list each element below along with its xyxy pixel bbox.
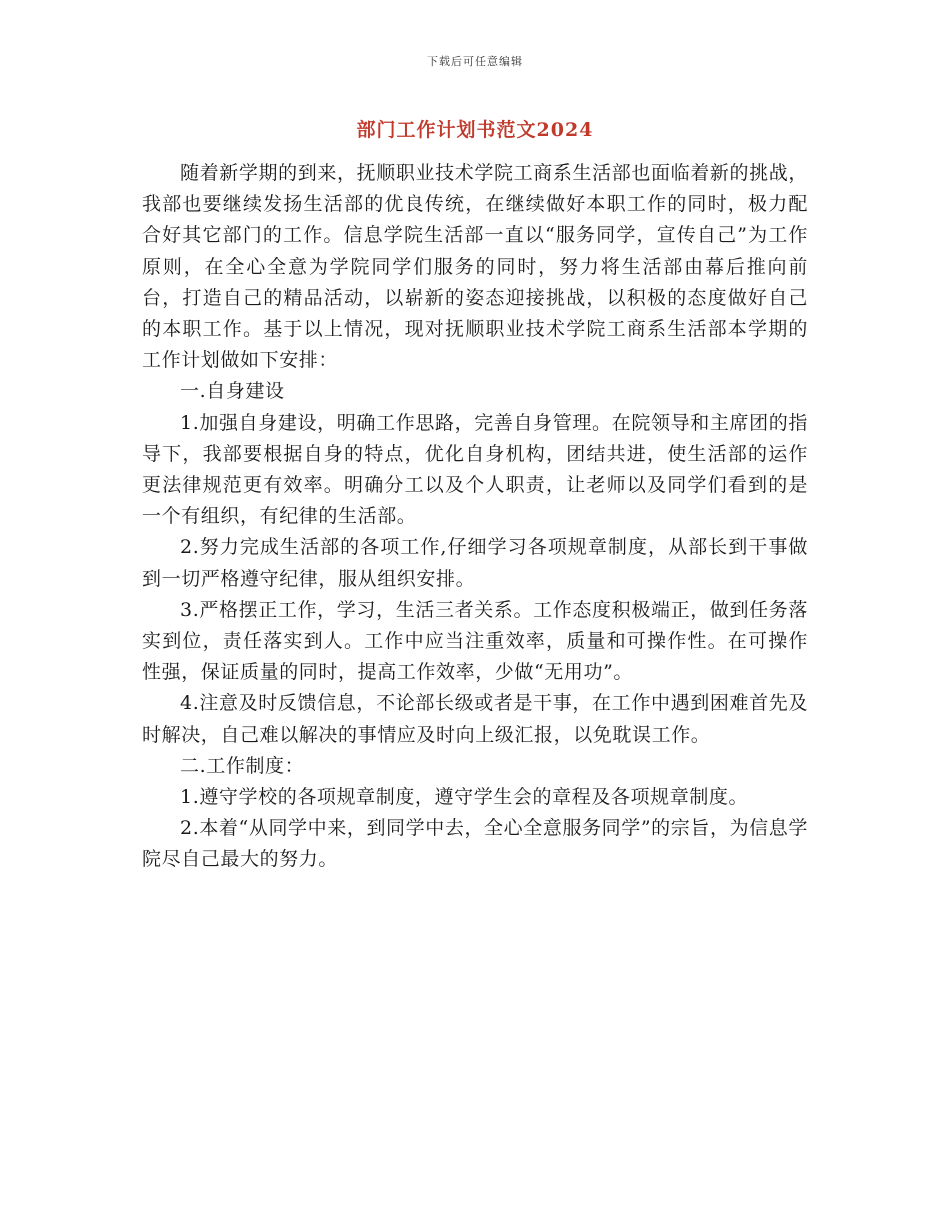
header-note: 下载后可任意编辑 [427, 55, 523, 68]
section-heading-self-building: 一.自身建设 [180, 380, 285, 403]
document-body [142, 158, 808, 876]
paragraph-intro: 随着新学期的到来，抚顺职业技术学院工商系生活部也面临着新的挑战，我部也要继续发扬生活部的优良传统，在继续做好本职工作的同时，极力配合好其它部门的工作。信息学院生活部一直以“服务同学，宣传自己”为工作原则，在全心全意为学院同学们服务的同时，努力将生活部由幕后推向前台，打造自己的精品活动，以崭新的姿态迎接挑战，以积极的态度做好自己的本职工作。基于以上情况，现对抚顺职业技术学院工商系生活部本学期的工作计划做如下安排： [142, 162, 808, 372]
paragraph-item-1: 1.加强自身建设，明确工作思路，完善自身管理。在院领导和主席团的指导下，我部要根据自身的特点，优化自身机构，团结共进，使生活部的运作更法律规范更有效率。明确分工以及个人职责，让老师以及同学们看到的是一个有组织，有纪律的生活部。 [142, 411, 808, 528]
paragraph-item-2: 2.努力完成生活部的各项工作,仔细学习各项规章制度，从部长到干事做到一切严格遵守纪律，服从组织安排。 [142, 536, 808, 590]
document-title: 部门工作计划书范文2024 [356, 119, 594, 141]
paragraph-rule-2: 2.本着“从同学中来，到同学中去，全心全意服务同学”的宗旨，为信息学院尽自己最大的努力。 [142, 817, 808, 871]
paragraph-item-4: 4.注意及时反馈信息，不论部长级或者是干事，在工作中遇到困难首先及时解决，自己难以解决的事情应及时向上级汇报，以免耽误工作。 [142, 692, 808, 746]
paragraph-rule-1: 1.遵守学校的各项规章制度，遵守学生会的章程及各项规章制度。 [180, 786, 749, 809]
paragraph-item-3: 3.严格摆正工作，学习，生活三者关系。工作态度积极端正，做到任务落实到位，责任落实到人。工作中应当注重效率，质量和可操作性。在可操作性强，保证质量的同时，提高工作效率，少做“无用功”。 [142, 598, 808, 684]
section-heading-work-system: 二.工作制度： [180, 754, 305, 777]
